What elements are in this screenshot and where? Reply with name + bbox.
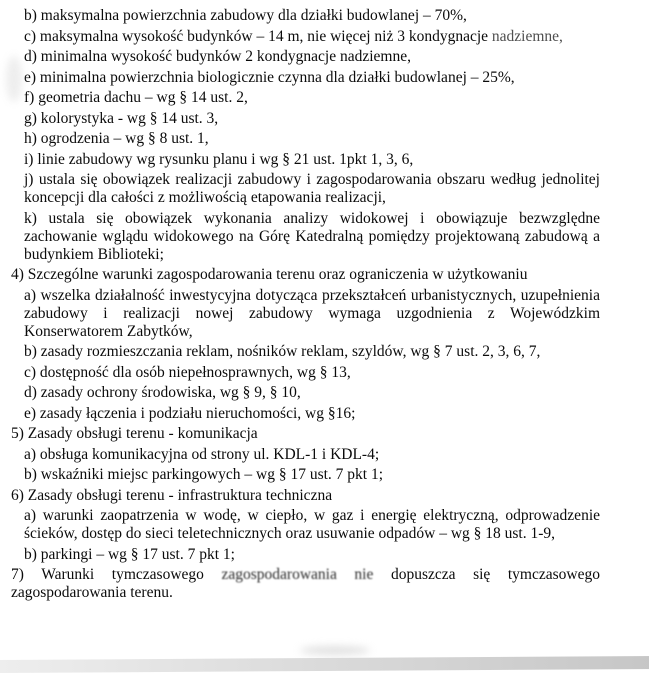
doc-item-3c — [24, 28, 600, 46]
smudged-text: zagospodarowania nie — [221, 566, 391, 583]
doc-text: 5) Zasady obsługi terenu - komunikacja — [11, 425, 258, 442]
doc-text: c) maksymalna wysokość budynków – 14 m, nie więcej niż 3 kondygnacje — [24, 27, 492, 45]
doc-item-3j — [24, 171, 600, 207]
doc-text: a) wszelka działalność inwestycyjna dotycząca przekształceń urbanistycznych, uzupełnienia zabudowy i realizacji nowej zabudowy wymaga uzgodnienia z Wojewódzkim Konserwatorem Zabytków, — [24, 286, 600, 340]
doc-text: k) ustala się obowiązek wykonania analizy widokowej i obowiązuje bezwzględne zachowanie wglądu widokowego na Górę Katedralną pomiędzy projektowaną zabudową a budynkiem Biblioteki; — [24, 209, 600, 263]
doc-item-4d — [24, 384, 600, 402]
doc-text: c) dostępność dla osób niepełnosprawnych, wg § 13, — [24, 363, 351, 381]
doc-text: f) geometria dachu – wg § 14 ust. 2, — [24, 89, 248, 106]
doc-item-5a — [24, 446, 600, 464]
doc-item-7 — [11, 566, 600, 602]
doc-text: b) maksymalna powierzchnia zabudowy dla działki budowlanej – 70%, — [24, 7, 467, 24]
doc-text: d) zasady ochrony środowiska, wg § 9, § 10, — [24, 384, 301, 401]
doc-item-3e — [24, 69, 600, 87]
doc-text: b) parkingi – wg § 17 ust. 7 pkt 1; — [24, 545, 235, 563]
doc-text: 7) Warunki tymczasowego — [11, 566, 222, 583]
scan-smudge-artifact — [300, 646, 370, 655]
doc-item-4 — [11, 266, 600, 284]
doc-item-4c — [24, 364, 600, 382]
doc-item-5b — [24, 466, 600, 484]
doc-text: e) zasady łączenia i podziału nieruchomości, wg §16; — [24, 404, 356, 422]
doc-item-6a — [24, 507, 600, 543]
doc-text: 4) Szczególne warunki zagospodarowania terenu oraz ograniczenia w użytkowaniu — [11, 266, 528, 283]
doc-item-6 — [11, 487, 600, 505]
doc-text: h) ogrodzenia – wg § 8 ust. 1, — [24, 130, 209, 147]
doc-text: 6) Zasady obsługi terenu - infrastruktura techniczna — [11, 486, 333, 504]
doc-text: i) linie zabudowy wg rysunku planu i wg § 21 ust. 1pkt 1, 3, 6, — [24, 150, 414, 168]
doc-item-4b — [24, 343, 600, 361]
doc-text: g) kolorystyka - wg § 14 ust. 3, — [24, 109, 219, 127]
document-text-block — [0, 7, 600, 605]
faded-text: nadziemne, — [491, 27, 563, 45]
doc-text: e) minimalna powierzchnia biologicznie czynna dla działki budowlanej – 25%, — [24, 68, 515, 86]
doc-text: b) wskaźniki miejsc parkingowych – wg § 17 ust. 7 pkt 1; — [24, 466, 384, 483]
doc-item-3b — [24, 7, 600, 25]
scan-smudge-artifact — [6, 56, 22, 102]
doc-item-5 — [11, 425, 600, 443]
doc-item-4a — [24, 287, 600, 341]
doc-text: a) obsługa komunikacyjna od strony ul. KDL-1 i KDL-4; — [24, 445, 380, 463]
doc-item-3f — [24, 89, 600, 107]
doc-item-3g — [24, 110, 600, 128]
doc-item-4e — [24, 405, 600, 423]
doc-text: j) ustala się obowiązek realizacji zabudowy i zagospodarowania obszaru według jednolitej koncepcji dla całości z możliwością etapowania realizacji, — [24, 171, 600, 206]
doc-item-3h — [24, 130, 600, 148]
doc-text: dopuszcza się tymczasowego zagospodarowania terenu. — [11, 566, 600, 601]
doc-item-3k — [24, 210, 600, 264]
scan-edge-artifact — [0, 656, 649, 673]
doc-item-6b — [24, 546, 600, 564]
doc-item-3i — [24, 151, 600, 169]
doc-text: b) zasady rozmieszczania reklam, nośników reklam, szyldów, wg § 7 ust. 2, 3, 6, 7, — [24, 343, 541, 360]
doc-item-3d — [24, 48, 600, 66]
doc-text: d) minimalna wysokość budynków 2 kondygnacje nadziemne, — [24, 48, 411, 65]
doc-text: a) warunki zaopatrzenia w wodę, w ciepło, w gaz i energię elektryczną, odprowadzenie ścieków, dostęp do sieci teletechnicznych oraz usuwanie odpadów – wg § 18 ust. 1-9, — [24, 507, 600, 542]
